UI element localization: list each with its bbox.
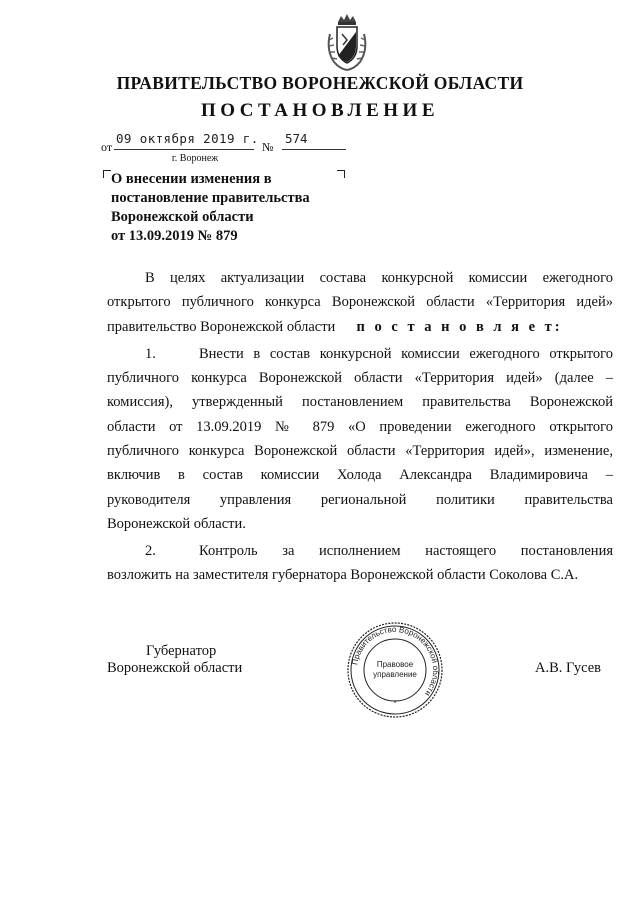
item-line: Воронежской области. (107, 516, 246, 532)
item-line: публичного конкурса Воронежской области «Территория идей», изменение, (107, 443, 613, 459)
item-line: области от 13.09.2019 № 879 «О проведении ежегодного открытого (107, 419, 613, 435)
signatory-title: Губернатор (146, 643, 217, 659)
stamp-star: * (393, 699, 397, 708)
item-line: включив в состав комиссии Холода Александра Владимировича – (107, 467, 613, 483)
document-type: ПОСТАНОВЛЕНИЕ (200, 100, 440, 121)
item-line: Внести в состав конкурсной комиссии ежегодного открытого (199, 346, 613, 362)
signatory-name: А.В. Гусев (535, 660, 601, 676)
stamp-center-line1: Правовое (376, 660, 414, 669)
item-line: возложить на заместителя губернатора Воронежской области Соколова С.А. (107, 567, 579, 583)
corner-mark-left (103, 170, 111, 178)
stamp-ring-text: Правительство Воронежской области (350, 624, 441, 698)
coat-of-arms-emblem (320, 12, 374, 74)
date-prefix: от (101, 140, 113, 154)
preamble-line-last (107, 319, 613, 336)
preamble-line: открытого публичного конкурса Воронежской области «Территория идей» (107, 294, 613, 310)
item-line: Контроль за исполнением настоящего постановления (199, 543, 613, 559)
subject-line: Воронежской области (111, 209, 254, 225)
city: г. Воронеж (171, 153, 219, 164)
subject-line: О внесении изменения в (111, 171, 272, 187)
item-line: комиссия), утвержденный постановлением правительства Воронежской (107, 394, 613, 410)
signatory-region: Воронежской области (107, 660, 243, 676)
number-prefix: № (262, 140, 274, 154)
document-subject (111, 170, 351, 246)
document-date: 09 октября 2019 г. (116, 131, 259, 146)
document-number: 574 (285, 131, 308, 146)
subject-line: от 13.09.2019 № 879 (111, 228, 238, 244)
preamble-text: правительство Воронежской области (107, 319, 336, 335)
official-stamp (345, 620, 445, 720)
stamp-center-line2: управление (373, 670, 417, 679)
item-number: 2. (145, 543, 156, 559)
decree-word: п о с т а н о в л я е т: (356, 319, 563, 335)
item-line: публичного конкурса Воронежской области «Территория идей» (далее – (107, 370, 613, 386)
item-line: руководителя управления региональной политики правительства (107, 492, 613, 508)
item-number: 1. (145, 346, 156, 362)
organization-title: ПРАВИТЕЛЬСТВО ВОРОНЕЖСКОЙ ОБЛАСТИ (116, 73, 524, 93)
subject-line: постановление правительства (111, 190, 310, 206)
preamble-line: В целях актуализации состава конкурсной комиссии ежегодного (145, 270, 613, 286)
